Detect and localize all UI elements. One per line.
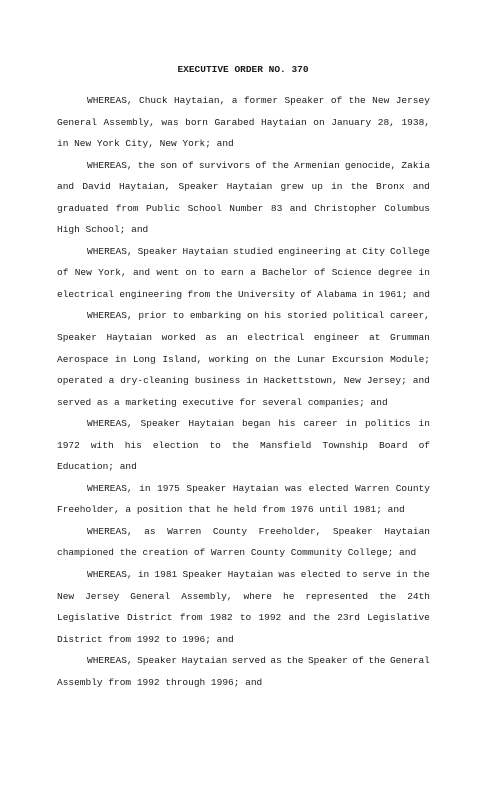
line-word: 1938, — [401, 116, 430, 128]
line-word: of — [300, 288, 312, 300]
line-word: engineer — [313, 332, 360, 344]
line-word: survivors — [198, 159, 251, 171]
line-word: Number — [229, 202, 264, 214]
line-word: to — [209, 439, 221, 451]
whereas-paragraph — [57, 241, 430, 306]
line-word: of — [314, 267, 326, 279]
line-word: he — [283, 590, 295, 602]
line-word: 83 — [270, 202, 283, 214]
line-word: College — [390, 245, 430, 257]
line-word: began — [241, 418, 271, 430]
line-word: in — [331, 181, 343, 193]
line-word: prior — [138, 310, 167, 322]
line-word: Alabama — [317, 288, 357, 300]
line-word: of — [330, 95, 343, 106]
line-word: born — [185, 116, 208, 128]
text-line: served as a marketing executive for several companies; and — [57, 396, 388, 408]
line-word: at — [369, 332, 381, 344]
line-word: Speaker — [140, 418, 181, 430]
line-word: Freeholder, — [258, 525, 322, 537]
line-word: electrical — [57, 288, 115, 300]
whereas-paragraph — [57, 564, 430, 650]
line-word: Haytaian — [232, 482, 279, 494]
line-word: Long — [132, 353, 156, 365]
line-word: Haytaian, — [119, 181, 171, 193]
line-word: Haytaian — [188, 418, 235, 430]
line-word: 28, — [377, 116, 395, 128]
line-word: in — [139, 482, 151, 494]
text-line — [57, 90, 430, 112]
line-word: Speaker — [186, 482, 227, 494]
line-word: 1961; — [379, 288, 408, 300]
line-word: Warren — [355, 482, 390, 494]
line-word: Speaker — [57, 332, 97, 344]
whereas-paragraph — [57, 413, 430, 478]
line-word: Haytaian — [181, 655, 228, 667]
line-word: Chuck — [139, 95, 168, 106]
document-body — [57, 90, 430, 693]
line-word: at — [345, 245, 358, 257]
line-word: WHEREAS, — [87, 569, 133, 581]
line-word: Jersey; — [366, 375, 407, 387]
line-word: County — [395, 482, 430, 494]
line-word: operated — [57, 375, 103, 387]
line-word: Haytaian — [182, 245, 229, 257]
line-word: as — [205, 332, 217, 344]
line-word: Bronx — [376, 181, 405, 193]
text-line — [57, 198, 430, 220]
line-word: Grumman — [389, 332, 430, 344]
text-line — [57, 305, 430, 327]
whereas-paragraph — [57, 521, 430, 564]
line-word: Speaker — [137, 655, 178, 667]
line-word: the — [348, 95, 366, 106]
line-word: District — [126, 612, 173, 624]
text-line — [57, 564, 430, 586]
line-word: the — [273, 353, 291, 365]
line-word: Haytaian — [384, 525, 430, 537]
line-word: storied — [287, 310, 328, 322]
line-word: University — [237, 288, 295, 300]
line-word: General — [130, 590, 171, 602]
line-word: of — [255, 159, 267, 171]
line-word: of — [418, 439, 430, 451]
line-word: Zakia — [401, 159, 430, 171]
line-word: of — [352, 655, 364, 667]
line-word: 1981 — [154, 569, 178, 581]
line-word: to — [239, 612, 252, 624]
line-word: 1972 — [57, 439, 80, 451]
line-word: in — [418, 418, 430, 430]
line-word: in — [114, 353, 127, 365]
line-word: General — [57, 116, 97, 128]
line-word: on — [247, 310, 259, 322]
line-word: Haytaian — [261, 116, 307, 128]
line-word: where — [243, 590, 273, 602]
line-word: to — [345, 569, 358, 581]
text-line: Assembly from 1992 through 1996; and — [57, 676, 263, 688]
line-word: Haytaian — [106, 332, 153, 344]
line-word: and — [288, 612, 306, 624]
line-word: and — [412, 375, 430, 387]
line-word: Board — [379, 439, 408, 451]
line-word: from — [187, 288, 211, 300]
line-word: as — [270, 655, 282, 667]
line-word: with — [90, 439, 114, 451]
line-word: embarking — [189, 310, 242, 322]
line-word: serve — [362, 569, 391, 581]
line-word: Legislative — [57, 612, 120, 624]
line-word: Jersey — [85, 590, 120, 602]
line-word: earn — [220, 267, 244, 279]
text-line: District from 1992 to 1996; and — [57, 633, 234, 645]
line-word: Assembly, — [181, 590, 233, 602]
line-word: electrical — [247, 332, 305, 344]
text-line — [57, 262, 430, 284]
line-word: WHEREAS, — [87, 159, 133, 171]
line-word: to — [203, 267, 215, 279]
line-word: of — [182, 159, 194, 171]
line-word: former — [243, 95, 279, 106]
whereas-paragraph — [57, 155, 430, 241]
line-word: Mansfield — [260, 439, 312, 451]
line-word: was — [284, 482, 303, 494]
line-word: WHEREAS, — [87, 310, 133, 322]
line-word: the — [271, 159, 289, 171]
line-word: Module; — [390, 353, 430, 365]
line-word: the — [379, 590, 397, 602]
line-word: Speaker — [182, 569, 223, 581]
whereas-paragraph — [57, 305, 430, 413]
line-word: to — [172, 310, 185, 322]
text-line — [57, 521, 430, 543]
line-word: Haytaian — [227, 569, 274, 581]
line-word: Speaker — [284, 95, 325, 106]
line-word: political — [332, 310, 385, 322]
line-word: January — [331, 116, 372, 128]
line-word: 24th — [407, 590, 430, 602]
line-word: WHEREAS, — [87, 245, 133, 257]
line-word: grew — [280, 181, 304, 193]
text-line — [57, 112, 430, 134]
line-word: was — [278, 569, 296, 581]
line-word: Science — [331, 267, 372, 279]
text-line: Freeholder, a position that he held from 1976 until 1981; and — [57, 504, 405, 516]
line-word: in — [345, 418, 358, 430]
line-word: Legislative — [367, 612, 430, 624]
line-word: career — [303, 418, 338, 430]
line-word: New — [74, 267, 92, 279]
line-word: from — [179, 612, 203, 624]
line-word: the — [312, 612, 330, 624]
text-line — [57, 176, 430, 198]
line-word: went — [156, 267, 180, 279]
line-word: Public — [145, 202, 181, 214]
document-title: EXECUTIVE ORDER NO. 370 — [177, 64, 309, 75]
line-word: elected — [308, 482, 349, 494]
line-word: engineering — [119, 288, 183, 300]
line-word: City — [362, 245, 385, 257]
line-word: Bachelor — [262, 267, 308, 279]
line-word: as — [144, 525, 156, 537]
line-word: WHEREAS, — [87, 655, 133, 667]
line-word: Warren — [167, 525, 202, 537]
line-word: 1975 — [157, 482, 180, 494]
line-word: graduated — [57, 202, 109, 214]
line-word: Excursion — [332, 353, 384, 365]
line-word: 1992 — [258, 612, 282, 624]
line-word: represented — [305, 590, 369, 602]
line-word: School — [187, 202, 222, 214]
line-word: 1982 — [209, 612, 233, 624]
line-word: the — [231, 439, 250, 451]
line-word: a — [108, 375, 115, 387]
text-line — [57, 478, 430, 500]
line-word: the — [350, 181, 368, 193]
line-word: New — [343, 375, 361, 387]
text-line — [57, 435, 430, 457]
text-line — [57, 349, 430, 371]
whereas-paragraph — [57, 478, 430, 521]
line-word: Christopher — [314, 202, 377, 214]
line-word: and — [289, 202, 307, 214]
line-word: politics — [364, 418, 411, 430]
line-word: Lunar — [297, 353, 326, 365]
line-word: WHEREAS, — [87, 525, 133, 537]
line-word: worked — [161, 332, 196, 344]
text-line — [57, 284, 430, 306]
line-word: up — [311, 181, 323, 193]
line-word: dry-cleaning — [120, 375, 189, 387]
text-line — [57, 327, 430, 349]
line-word: in — [418, 267, 430, 279]
text-line: in New York City, New York; and — [57, 138, 234, 150]
line-word: served — [231, 655, 266, 667]
line-word: and — [412, 288, 430, 300]
line-word: WHEREAS, — [87, 95, 133, 106]
line-word: in — [362, 288, 374, 300]
line-word: Haytaian, — [173, 95, 226, 106]
line-word: the — [412, 569, 430, 581]
line-word: of — [57, 267, 69, 279]
text-line — [57, 650, 430, 672]
line-word: Hackettstown, — [263, 375, 338, 387]
line-word: the — [368, 655, 386, 667]
line-word: on — [255, 353, 267, 365]
line-word: and — [57, 181, 75, 193]
line-word: the — [215, 288, 233, 300]
line-word: 23rd — [337, 612, 360, 624]
line-word: Township — [322, 439, 368, 451]
line-word: elected — [300, 569, 341, 581]
line-word: York, — [98, 267, 127, 279]
text-line — [57, 586, 430, 608]
line-word: on — [313, 116, 325, 128]
line-word: Island, — [162, 353, 203, 365]
line-word: an — [226, 332, 238, 344]
line-word: was — [161, 116, 179, 128]
line-word: the — [286, 655, 304, 667]
text-line — [57, 413, 430, 435]
line-word: Speaker — [307, 655, 348, 667]
text-line — [57, 370, 430, 392]
line-word: Speaker — [178, 181, 219, 193]
line-word: on — [185, 267, 197, 279]
text-line: High School; and — [57, 224, 149, 236]
line-word: New — [372, 95, 390, 106]
line-word: Haytaian — [226, 181, 273, 193]
text-line — [57, 241, 430, 263]
line-word: New — [57, 590, 75, 602]
line-word: in — [246, 375, 258, 387]
line-word: son — [160, 159, 178, 171]
line-word: a — [231, 95, 238, 106]
line-word: WHEREAS, — [87, 418, 133, 430]
line-word: from — [115, 202, 139, 214]
line-word: Speaker — [332, 525, 373, 537]
line-word: genocide, — [344, 159, 397, 171]
line-word: election — [152, 439, 199, 451]
line-word: Armenian — [294, 159, 340, 171]
text-line: championed the creation of Warren County Community College; and — [57, 547, 417, 559]
line-word: in — [137, 569, 150, 581]
line-word: career, — [389, 310, 430, 322]
line-word: County — [212, 525, 248, 537]
line-word: working — [208, 353, 249, 365]
whereas-paragraph — [57, 650, 430, 693]
line-word: David — [82, 181, 111, 193]
text-line — [57, 607, 430, 629]
line-word: business — [194, 375, 241, 387]
line-word: General — [389, 655, 430, 667]
line-word: Assembly, — [103, 116, 155, 128]
line-word: engineering — [278, 245, 341, 257]
line-word: Columbus — [384, 202, 430, 214]
line-word: WHEREAS, — [87, 482, 133, 494]
line-word: his — [124, 439, 142, 451]
line-word: Jersey — [395, 95, 430, 106]
line-word: and — [132, 267, 151, 279]
line-word: degree — [377, 267, 413, 279]
line-word: his — [264, 310, 282, 322]
line-word: his — [278, 418, 296, 430]
whereas-paragraph — [57, 90, 430, 155]
text-line — [57, 155, 430, 177]
line-word: studied — [233, 245, 274, 257]
line-word: Aerospace — [57, 353, 109, 365]
line-word: a — [250, 267, 256, 279]
line-word: Speaker — [137, 245, 178, 257]
line-word: in — [396, 569, 408, 581]
text-line: Education; and — [57, 461, 137, 473]
line-word: the — [137, 159, 155, 171]
line-word: and — [412, 181, 430, 193]
line-word: Garabed — [214, 116, 255, 128]
